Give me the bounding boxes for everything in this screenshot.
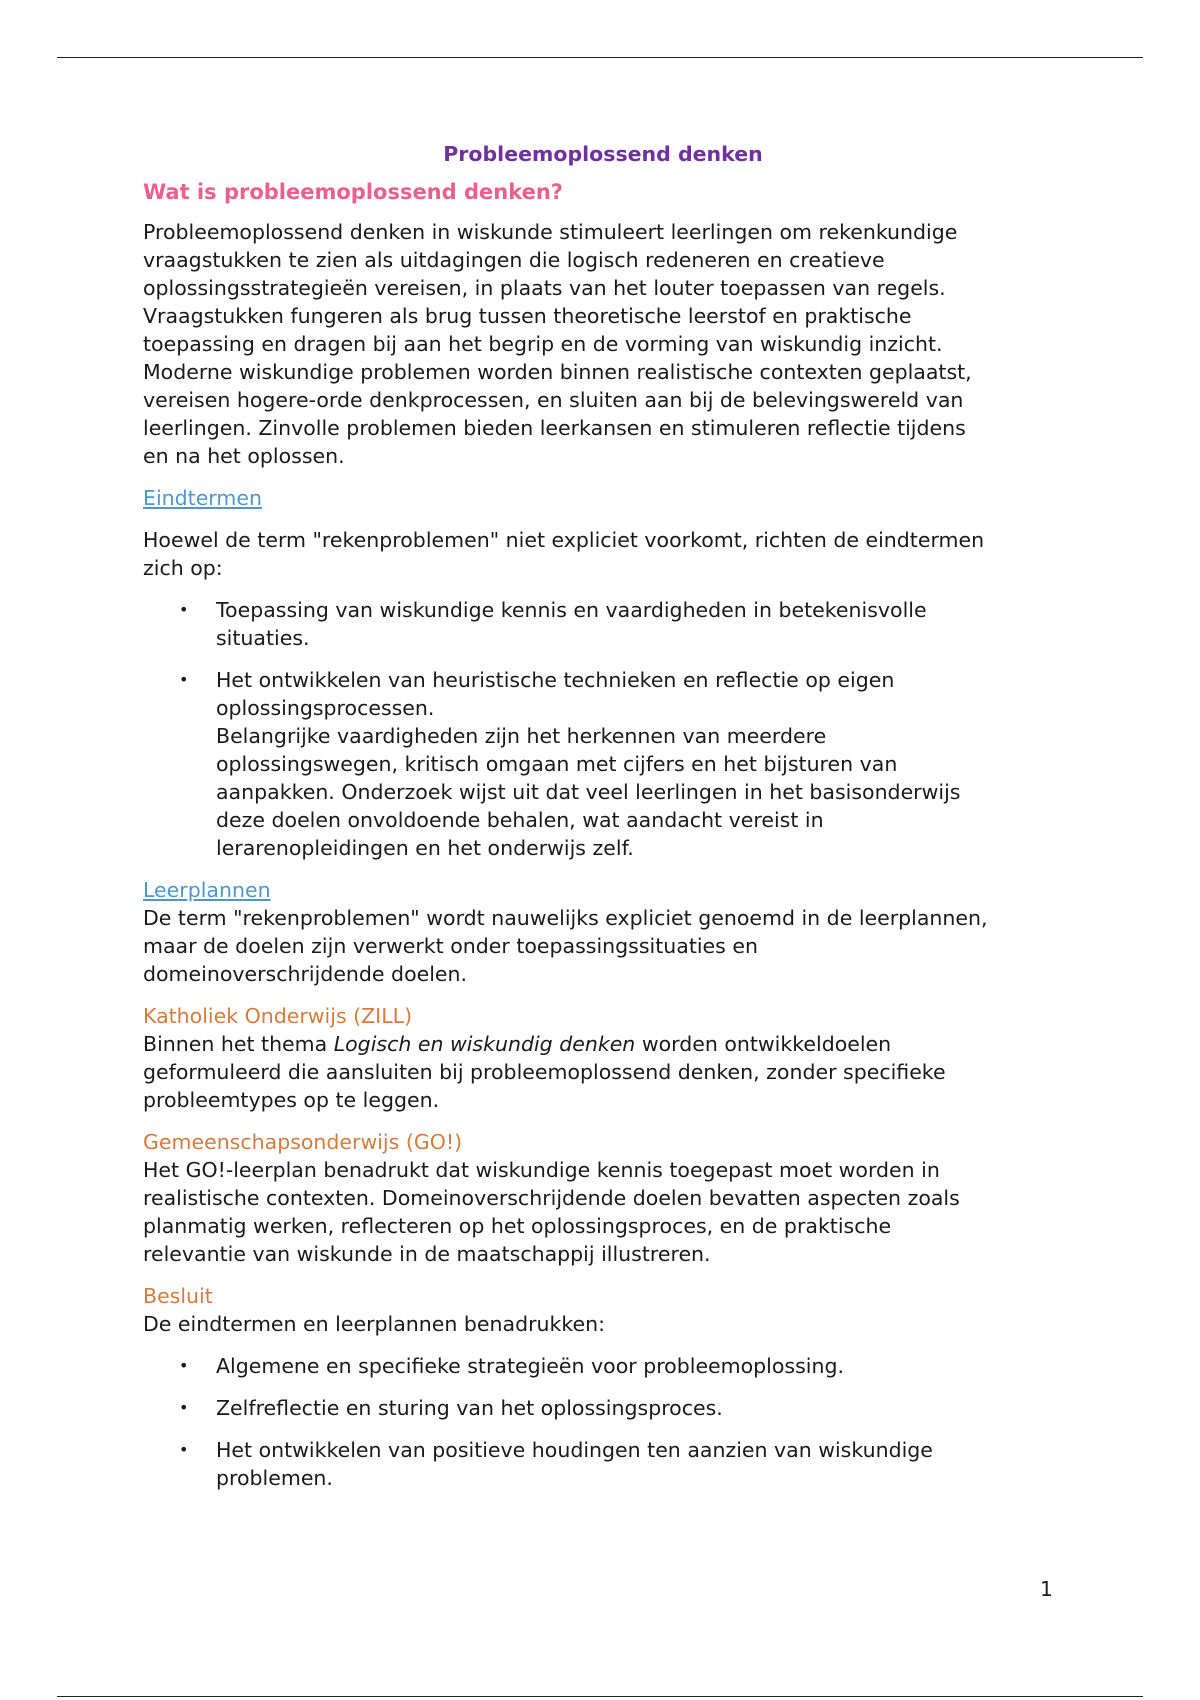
list-item-line: situaties. [216, 626, 310, 650]
besluit-list [143, 1352, 1063, 1492]
bullet-icon: • [179, 670, 189, 689]
katholiek-text: Binnen het thema [143, 1032, 334, 1056]
bullet-icon: • [179, 1398, 189, 1417]
eindtermen-intro-line: zich op: [143, 556, 223, 580]
list-item-line: Algemene en specifieke strategieën voor probleemoplossing. [216, 1354, 845, 1378]
list-item-line: lerarenopleidingen en het onderwijs zelf. [216, 836, 634, 860]
katholiek-heading: Katholiek Onderwijs (ZILL) [143, 1004, 413, 1028]
list-item-line: Het ontwikkelen van positieve houdingen ten aanzien van wiskundige [216, 1438, 933, 1462]
intro-line: en na het oplossen. [143, 444, 345, 468]
bullet-icon: • [179, 600, 189, 619]
document-body [143, 140, 1063, 1506]
intro-line: vereisen hogere-orde denkprocessen, en sluiten aan bij de belevingswereld van [143, 388, 964, 412]
intro-line: vraagstukken te zien als uitdagingen die logisch redeneren en creatieve [143, 248, 885, 272]
list-item [143, 1436, 1063, 1492]
go-line: realistische contexten. Domeinoverschrijdende doelen bevatten aspecten zoals [143, 1186, 960, 1210]
leerplannen-paragraph [143, 904, 1063, 988]
eindtermen-intro [143, 526, 1063, 582]
katholiek-paragraph [143, 1030, 1063, 1114]
document-title: Probleemoplossend denken [443, 142, 763, 166]
eindtermen-intro-line: Hoewel de term "rekenproblemen" niet expliciet voorkomt, richten de eindtermen [143, 528, 985, 552]
list-item-line: oplossingsprocessen. [216, 696, 435, 720]
bullet-icon: • [179, 1356, 189, 1375]
leerplannen-heading: Leerplannen [143, 878, 271, 902]
intro-line: oplossingsstrategieën vereisen, in plaats van het louter toepassen van regels. [143, 276, 946, 300]
go-line: planmatig werken, reflecteren op het oplossingsproces, en de praktische [143, 1214, 892, 1238]
go-heading: Gemeenschapsonderwijs (GO!) [143, 1130, 463, 1154]
leerplannen-line: De term "rekenproblemen" wordt nauwelijks expliciet genoemd in de leerplannen, [143, 906, 988, 930]
top-rule [57, 57, 1143, 58]
go-line: Het GO!-leerplan benadrukt dat wiskundige kennis toegepast moet worden in [143, 1158, 940, 1182]
list-item-line: deze doelen onvoldoende behalen, wat aandacht vereist in [216, 808, 824, 832]
list-item-line: Het ontwikkelen van heuristische technieken en reflectie op eigen [216, 668, 895, 692]
list-item [143, 666, 1063, 862]
go-line: relevantie van wiskunde in de maatschappij illustreren. [143, 1242, 711, 1266]
intro-line: toepassing en dragen bij aan het begrip en de vorming van wiskundig inzicht. [143, 332, 943, 356]
list-item-line: oplossingswegen, kritisch omgaan met cijfers en het bijsturen van [216, 752, 898, 776]
bottom-rule [57, 1696, 1143, 1697]
besluit-heading: Besluit [143, 1284, 213, 1308]
list-item-line: problemen. [216, 1466, 333, 1490]
intro-line: Probleemoplossend denken in wiskunde stimuleert leerlingen om rekenkundige [143, 220, 958, 244]
eindtermen-list [143, 596, 1063, 862]
list-item [143, 1394, 1063, 1422]
list-item-line: Toepassing van wiskundige kennis en vaardigheden in betekenisvolle [216, 598, 927, 622]
katholiek-line: geformuleerd die aansluiten bij probleemoplossend denken, zonder specifieke [143, 1060, 946, 1084]
list-item [143, 596, 1063, 652]
bullet-icon: • [179, 1440, 189, 1459]
list-item [143, 1352, 1063, 1380]
page-number: 1 [1040, 1577, 1053, 1601]
eindtermen-heading: Eindtermen [143, 486, 262, 510]
intro-line: leerlingen. Zinvolle problemen bieden leerkansen en stimuleren reflectie tijdens [143, 416, 966, 440]
katholiek-theme-name: Logisch en wiskundig denken [333, 1032, 636, 1056]
leerplannen-line: domeinoverschrijdende doelen. [143, 962, 468, 986]
katholiek-text: worden ontwikkeldoelen [635, 1032, 892, 1056]
leerplannen-line: maar de doelen zijn verwerkt onder toepassingssituaties en [143, 934, 758, 958]
intro-line: Moderne wiskundige problemen worden binnen realistische contexten geplaatst, [143, 360, 972, 384]
katholiek-line: probleemtypes op te leggen. [143, 1088, 440, 1112]
list-item-line: Belangrijke vaardigheden zijn het herkennen van meerdere [216, 724, 827, 748]
katholiek-line [143, 1030, 1063, 1058]
intro-line: Vraagstukken fungeren als brug tussen theoretische leerstof en praktische [143, 304, 912, 328]
section-heading-what-is: Wat is probleemoplossend denken? [143, 180, 563, 204]
besluit-intro: De eindtermen en leerplannen benadrukken: [143, 1312, 606, 1336]
go-paragraph [143, 1156, 1063, 1268]
list-item-line: Zelfreflectie en sturing van het oplossingsproces. [216, 1396, 723, 1420]
intro-paragraph [143, 218, 1063, 470]
list-item-line: aanpakken. Onderzoek wijst uit dat veel leerlingen in het basisonderwijs [216, 780, 961, 804]
